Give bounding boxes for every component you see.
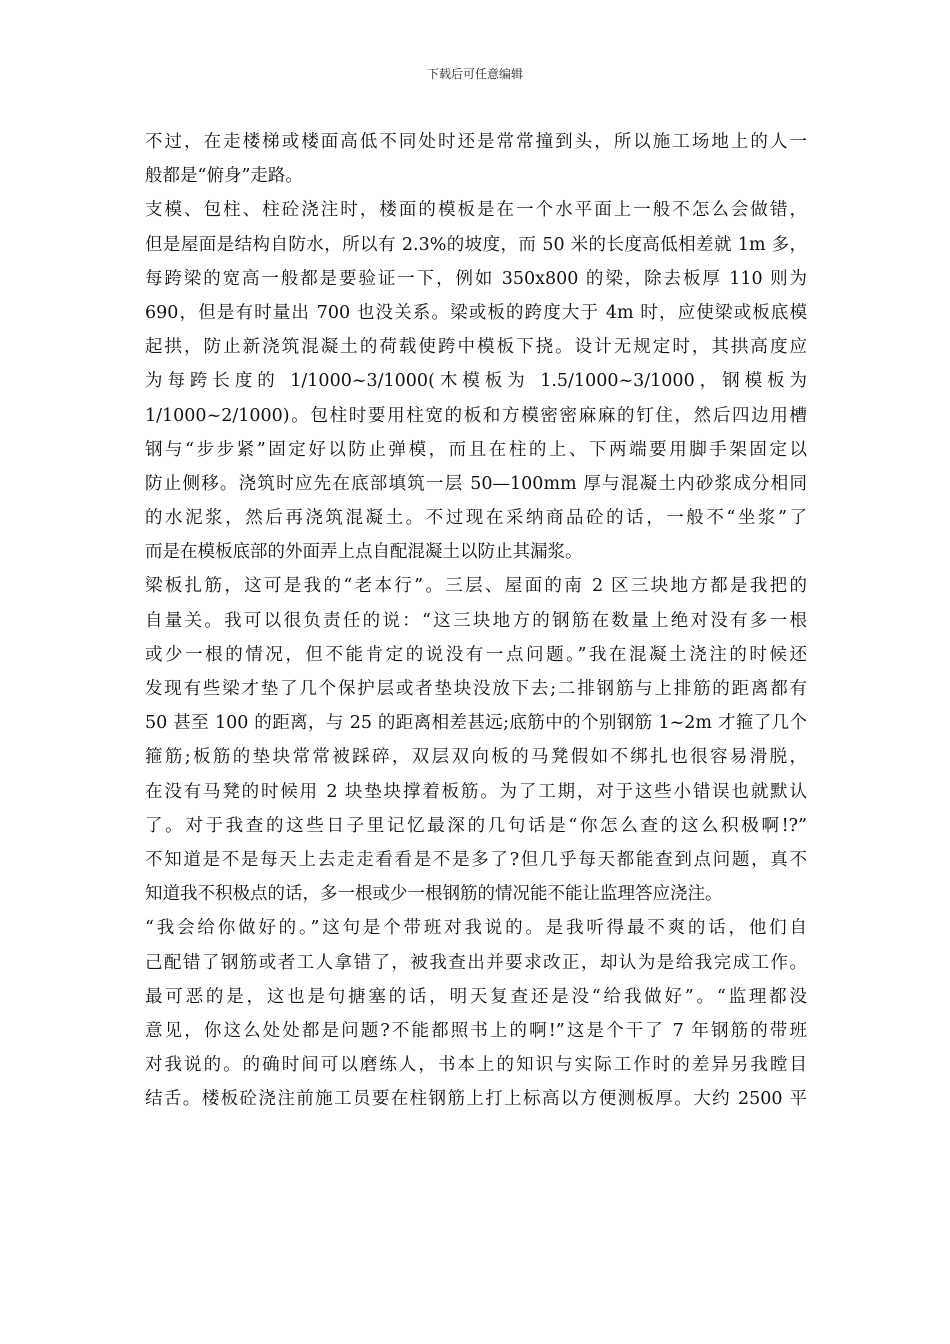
- text-line: 防止侧移。浇筑时应先在底部填筑一层 50—100mm 厚与混凝土内砂浆成分相同: [145, 473, 807, 494]
- text-line: 690，但是有时量出 700 也没关系。梁或板的跨度大于 4m 时，应使梁或板底模: [145, 302, 807, 323]
- text-line: 意见，你这么处处都是问题?不能都照书上的啊!”这是个干了 7 年钢筋的带班: [145, 1020, 807, 1041]
- text-line: 起拱，防止新浇筑混凝土的荷载使跨中模板下挠。设计无规定时，其拱高度应: [145, 337, 807, 358]
- text-line: 钢与“步步紧”固定好以防止弹模，而且在柱的上、下两端要用脚手架固定以: [145, 439, 807, 460]
- text-line: 或少一根的情况，但不能肯定的说没有一点问题。”我在混凝土浇注的时候还: [145, 644, 807, 665]
- text-line: 每跨梁的宽高一般都是要验证一下，例如 350x800 的梁，除去板厚 110 则为: [145, 268, 807, 289]
- text-line: 在没有马凳的时候用 2 块垫块撑着板筋。为了工期，对于这些小错误也就默认: [145, 781, 807, 802]
- text-line: 支模、包柱、柱砼浇注时，楼面的模板是在一个水平面上一般不怎么会做错，: [145, 200, 807, 221]
- text-line: 般都是“俯身”走路。: [145, 166, 303, 187]
- text-line: 为每跨长度的 1/1000~3/1000(木模板为 1.5/1000~3/1000，钢模板为: [145, 371, 807, 392]
- text-line: 了。对于我查的这些日子里记忆最深的几句话是“你怎么查的这么积极啊!?”: [145, 815, 807, 836]
- text-line: 1/1000~2/1000)。包柱时要用柱宽的板和方模密密麻麻的钉住，然后四边用槽: [145, 405, 807, 426]
- text-line: “我会给你做好的。”这句是个带班对我说的。是我听得最不爽的话，他们自: [145, 918, 807, 939]
- text-line: 的水泥浆，然后再浇筑混凝土。不过现在采纳商品砼的话，一般不“坐浆”了: [145, 508, 807, 529]
- text-line: 50 甚至 100 的距离，与 25 的距离相差甚远;底筋中的个别钢筋 1~2m 才箍了几个: [145, 713, 807, 734]
- text-line: 但是屋面是结构自防水，所以有 2.3%的坡度，而 50 米的长度高低相差就 1m 多，: [145, 234, 807, 255]
- text-line: 梁板扎筋，这可是我的“老本行”。三层、屋面的南 2 区三块地方都是我把的: [145, 576, 807, 597]
- text-line: 知道我不积极点的话，多一根或少一根钢筋的情况能不能让监理答应浇注。: [145, 884, 723, 905]
- text-line: 箍筋;板筋的垫块常常被踩碎，双层双向板的马凳假如不绑扎也很容易滑脱，: [145, 747, 807, 768]
- text-line: 结舌。楼板砼浇注前施工员要在柱钢筋上打上标高以方便测板厚。大约 2500 平: [145, 1089, 807, 1110]
- body-text: [145, 125, 807, 1116]
- text-line: 己配错了钢筋或者工人拿错了，被我查出并要求改正，却认为是给我完成工作。: [145, 952, 807, 973]
- text-line: 不过，在走楼梯或楼面高低不同处时还是常常撞到头，所以施工场地上的人一: [145, 132, 807, 152]
- text-line: 发现有些梁才垫了几个保护层或者垫块没放下去;二排钢筋与上排筋的距离都有: [145, 679, 807, 699]
- text-line: 而是在模板底部的外面弄上点自配混凝土以防止其漏浆。: [145, 542, 583, 563]
- text-line: 自量关。我可以很负责任的说：“这三块地方的钢筋在数量上绝对没有多一根: [145, 610, 807, 631]
- text-line: 不知道是不是每天上去走走看看是不是多了?但几乎每天都能查到点问题，真不: [145, 849, 807, 870]
- page-header: 下载后可任意编辑: [426, 67, 523, 81]
- text-line: 对我说的。的确时间可以磨练人，书本上的知识与实际工作时的差异另我瞠目: [145, 1055, 807, 1076]
- text-line: 最可恶的是，这也是句搪塞的话，明天复查还是没“给我做好”。“监理都没: [145, 986, 807, 1007]
